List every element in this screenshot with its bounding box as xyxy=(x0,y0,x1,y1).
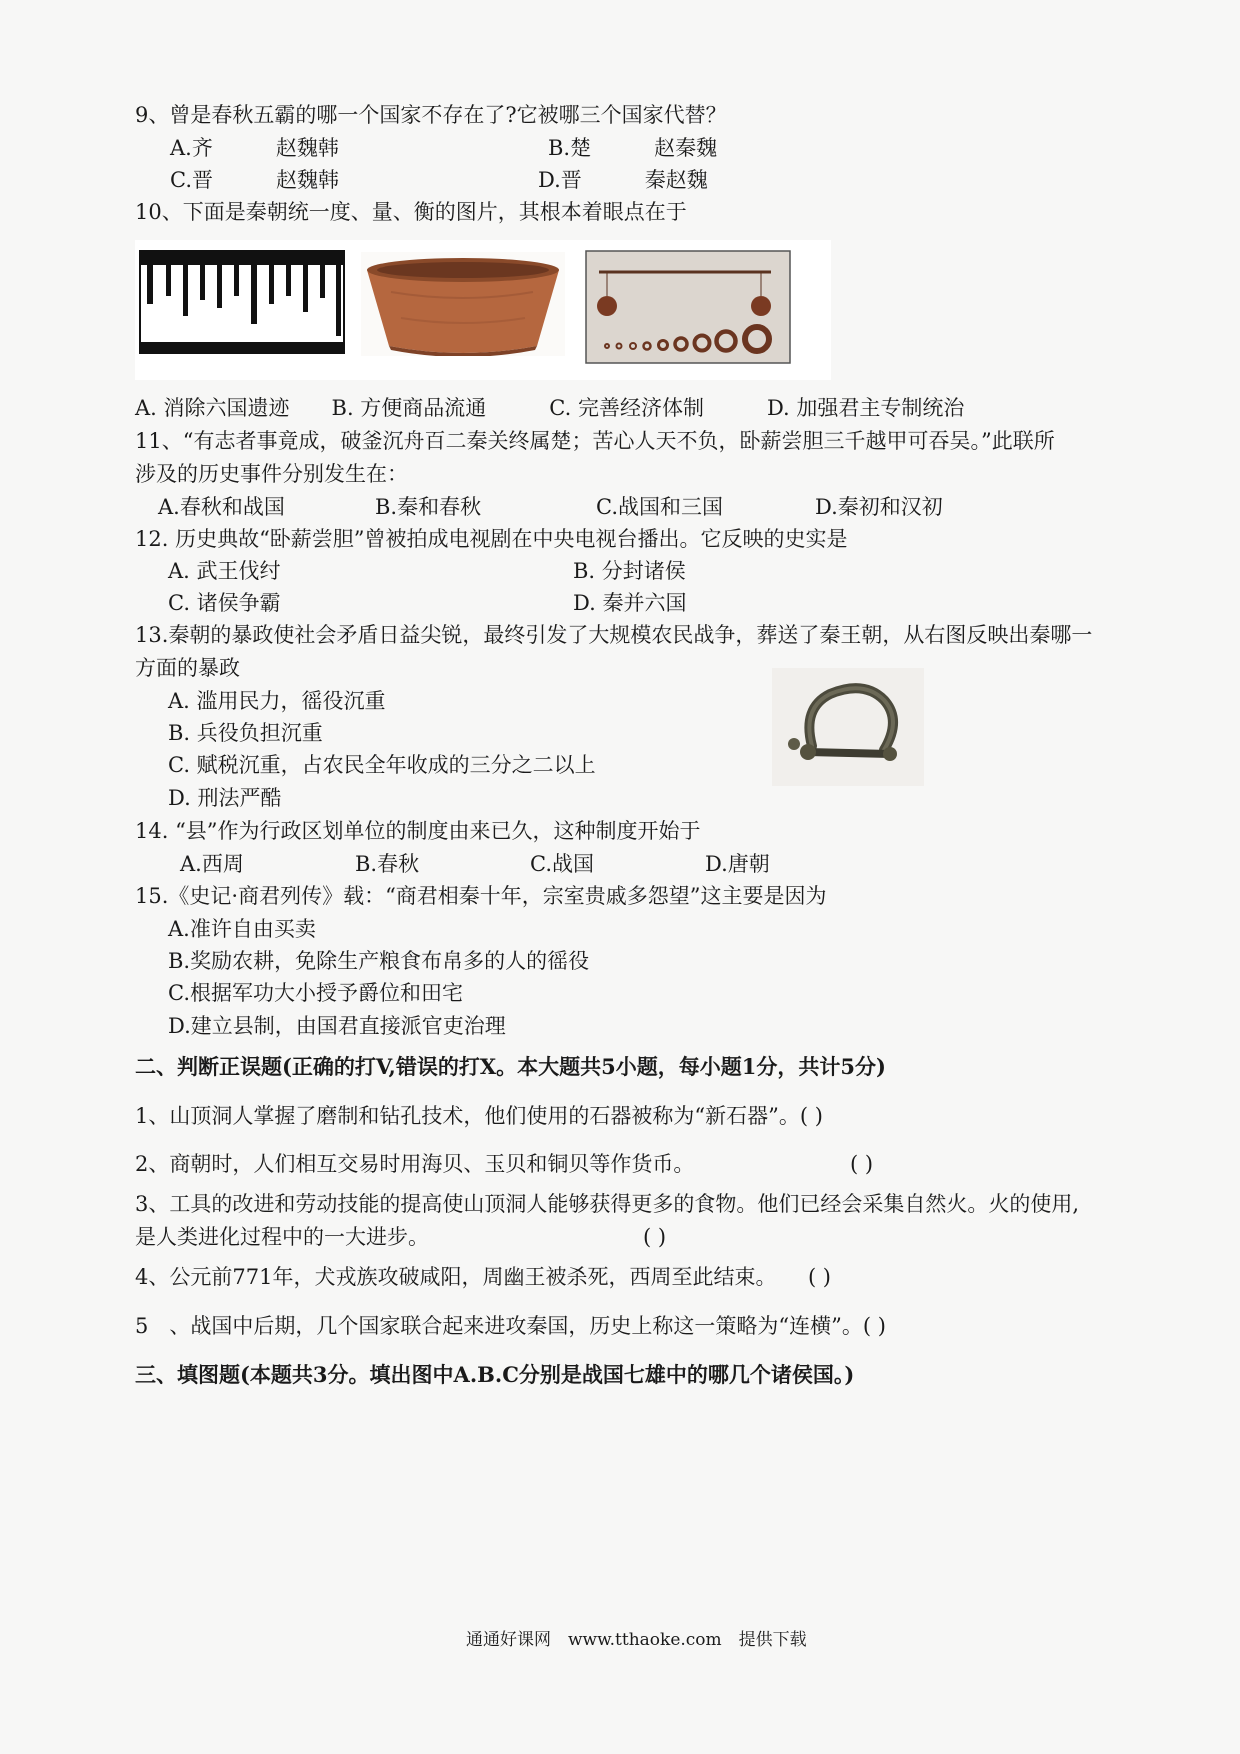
section2-heading: 二、判断正误题(正确的打V,错误的打X。本大题共5小题，每小题1分，共计5分) xyxy=(135,1054,886,1079)
q10-options: A. 消除六国遗迹 B. 方便商品流通 C. 完善经济体制 D. 加强君主专制统治 xyxy=(135,396,965,420)
q14-option-d: D.唐朝 xyxy=(705,852,770,876)
q11-stem-line2: 涉及的历史事件分别发生在： xyxy=(135,462,408,486)
q15-option-d: D.建立县制，由国君直接派官吏治理 xyxy=(168,1014,506,1038)
q11-option-c: C.战国和三国 xyxy=(596,495,723,519)
q15-option-b: B.奖励农耕，免除生产粮食布帛多的人的徭役 xyxy=(168,949,590,973)
judgement-item-4: 4、公元前771年，犬戎族攻破咸阳，周幽王被杀死，西周至此结束。 ( ) xyxy=(135,1265,832,1289)
q13-stem-line1: 13.秦朝的暴政使社会矛盾日益尖锐，最终引发了大规模农民战争，葬送了秦王朝，从右图反映出秦哪一 xyxy=(135,623,1093,647)
judgement-item-2-paren: ( ) xyxy=(850,1152,874,1176)
q15-stem: 15.《史记·商君列传》载：“商君相秦十年，宗室贵戚多怨望”这主要是因为 xyxy=(135,884,827,908)
q13-option-d: D. 刑法严酷 xyxy=(168,786,282,810)
q11-option-b: B.秦和春秋 xyxy=(375,495,482,519)
q13-stem-line2: 方面的暴政 xyxy=(135,656,240,680)
q13-option-b: B. 兵役负担沉重 xyxy=(168,721,323,745)
judgement-item-3-paren: ( ) xyxy=(643,1225,667,1249)
ruler-image xyxy=(139,250,345,354)
q12-option-d: D. 秦并六国 xyxy=(573,591,687,615)
q11-option-a: A.春秋和战国 xyxy=(158,495,285,519)
q9-stem: 9、曾是春秋五霸的哪一个国家不存在了?它被哪三个国家代替？ xyxy=(135,103,727,127)
judgement-item-1: 1、山顶洞人掌握了磨制和钻孔技术，他们使用的石器被称为“新石器”。( ) xyxy=(135,1104,823,1128)
judgement-item-5: 5 、战国中后期，几个国家联合起来进攻秦国，历史上称这一策略为“连横”。( ) xyxy=(135,1314,886,1338)
q11-option-d: D.秦初和汉初 xyxy=(815,495,943,519)
q12-option-c: C. 诸侯争霸 xyxy=(168,591,281,615)
q9-option-d: D.晋 秦赵魏 xyxy=(538,168,708,192)
q14-option-a: A.西周 xyxy=(180,852,244,876)
section3-heading: 三、填图题(本题共3分。填出图中A.B.C分别是战国七雄中的哪几个诸侯国。) xyxy=(135,1362,855,1387)
q15-option-a: A.准许自由买卖 xyxy=(168,917,316,941)
balance-weights-image xyxy=(585,250,791,364)
q9-option-a: A.齐 赵魏韩 xyxy=(170,136,339,160)
q15-option-c: C.根据军功大小授予爵位和田宅 xyxy=(168,981,463,1005)
judgement-item-2: 2、商朝时，人们相互交易时用海贝、玉贝和铜贝等作货币。 xyxy=(135,1152,695,1176)
q10-image-strip xyxy=(135,240,831,380)
judgement-item-3-line2: 是人类进化过程中的一大进步。 xyxy=(135,1225,429,1249)
q12-option-a: A. 武王伐纣 xyxy=(168,559,281,583)
q9-option-b: B.楚 赵秦魏 xyxy=(548,136,718,160)
q11-stem-line1: 11、“有志者事竟成，破釜沉舟百二秦关终属楚；苦心人天不负，卧薪尝胆三千越甲可吞吴。”此联所 xyxy=(135,429,1055,453)
q14-option-c: C.战国 xyxy=(530,852,594,876)
shackle-image xyxy=(772,668,924,786)
judgement-item-3: 3、工具的改进和劳动技能的提高使山顶洞人能够获得更多的食物。他们已经会采集自然火。火的使用, xyxy=(135,1192,1080,1216)
q13-option-c: C. 赋税沉重，占农民全年收成的三分之二以上 xyxy=(168,753,596,777)
q12-stem: 12. 历史典故“卧薪尝胆”曾被拍成电视剧在中央电视台播出。它反映的史实是 xyxy=(135,527,848,551)
q13-option-a: A. 滥用民力，徭役沉重 xyxy=(168,689,386,713)
q12-option-b: B. 分封诸侯 xyxy=(573,559,686,583)
q10-stem: 10、下面是秦朝统一度、量、衡的图片，其根本着眼点在于 xyxy=(135,200,687,224)
q14-option-b: B.春秋 xyxy=(355,852,420,876)
footer-text: 通通好课网 www.tthaoke.com 提供下载 xyxy=(466,1630,807,1650)
q9-option-c: C.晋 赵魏韩 xyxy=(170,168,339,192)
q14-stem: 14. “县”作为行政区划单位的制度由来已久，这种制度开始于 xyxy=(135,819,701,843)
measuring-vessel-image xyxy=(361,252,565,356)
